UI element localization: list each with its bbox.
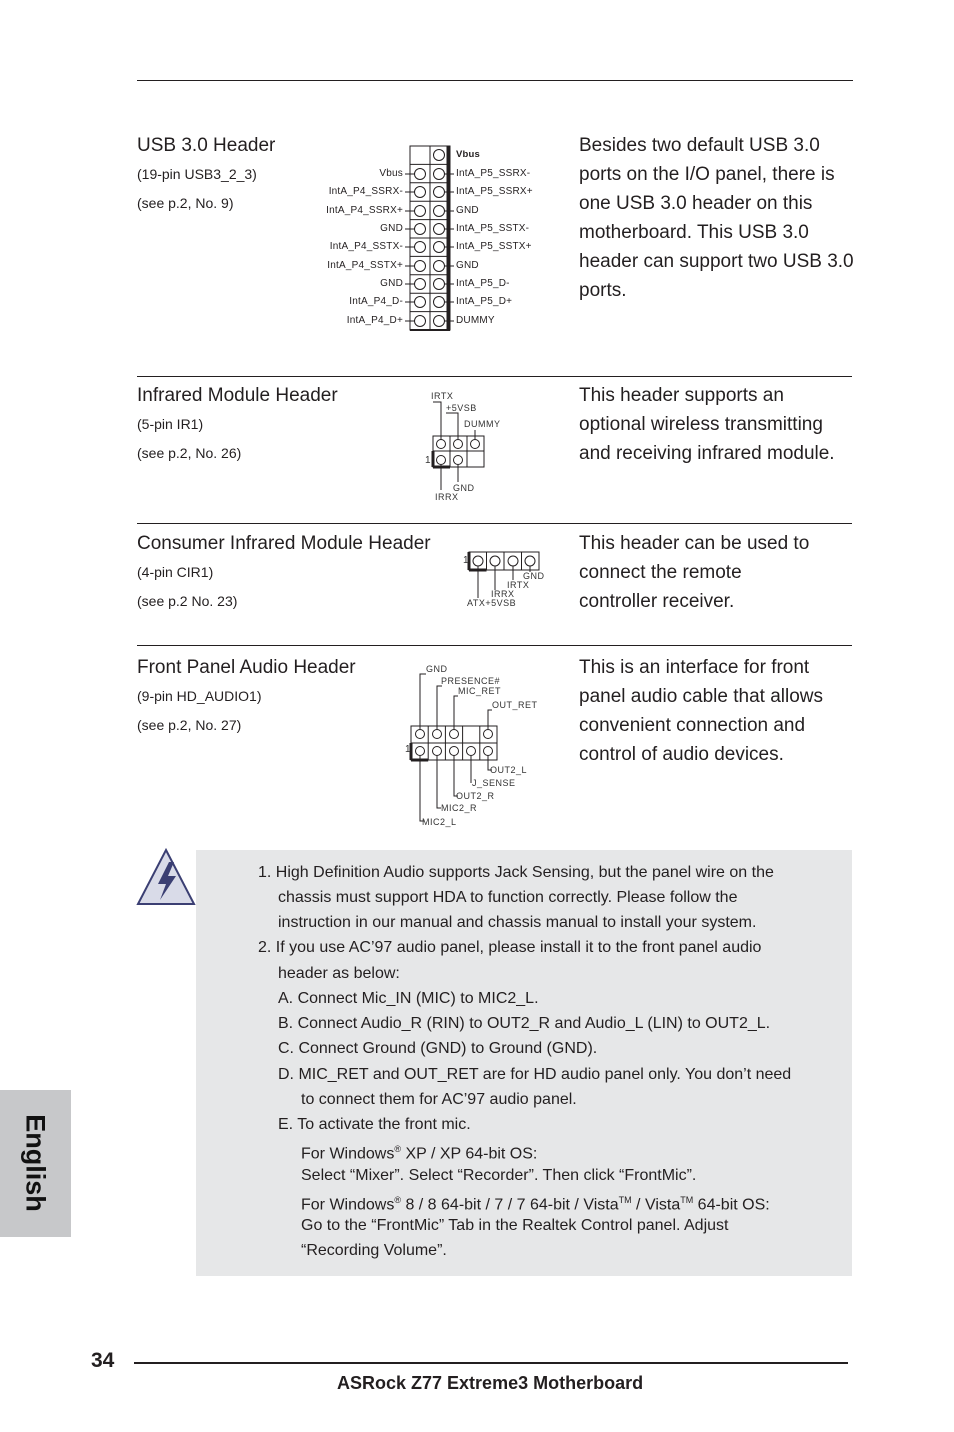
audio-label-presence: PRESENCE# <box>441 676 501 686</box>
note-line: D. MIC_RET and OUT_RET are for HD audio panel only. You don’t need <box>278 1066 792 1083</box>
usb-pin-right-label: Vbus <box>456 149 481 160</box>
usb-pin-right-label: IntA_P5_D+ <box>456 296 513 307</box>
cir-header-description: This header can be used to connect the remote controller receiver. <box>579 533 810 612</box>
ir-header-title: Infrared Module Header <box>137 385 338 406</box>
note-line: 1. High Definition Audio supports Jack Sensing, but the panel wire on the <box>258 864 774 881</box>
section-divider <box>137 376 852 377</box>
cir-label-atx5vsb: ATX+5VSB <box>467 598 517 608</box>
usb-header-pins: (19-pin USB3_2_3) <box>137 166 257 182</box>
audio-header-pins: (9-pin HD_AUDIO1) <box>137 688 262 704</box>
cir-header-pins: (4-pin CIR1) <box>137 564 214 580</box>
audio-header-ref: (see p.2, No. 27) <box>137 717 242 733</box>
usb-pin-right-label: GND <box>456 205 479 216</box>
usb-header-description: Besides two default USB 3.0 ports on the I/O panel, there is one USB 3.0 header on this motherboard. This USB 3.0 header can support two USB 3.0 ports. <box>579 135 854 301</box>
ir-label-gnd: GND <box>453 483 475 493</box>
cir-label-irtx: IRTX <box>507 580 530 590</box>
ir-label-5vsb: +5VSB <box>446 403 477 413</box>
usb-pin-left-label: IntA_P4_D+ <box>346 315 403 326</box>
warning-lightning-icon <box>136 848 196 906</box>
ir-label-dummy: DUMMY <box>464 419 501 429</box>
usb-pin-right-label: DUMMY <box>456 315 495 326</box>
usb-pin-right-label: IntA_P5_SSRX+ <box>456 186 533 197</box>
note-line: Select “Mixer”. Select “Recorder”. Then click “FrontMic”. <box>301 1167 697 1184</box>
usb-pin-right-label: IntA_P5_SSRX- <box>456 168 531 179</box>
note-line: E. To activate the front mic. <box>278 1116 471 1133</box>
ir-label-pin1: 1 <box>425 455 432 466</box>
note-line: B. Connect Audio_R (RIN) to OUT2_R and Audio_L (LIN) to OUT2_L. <box>278 1015 771 1032</box>
note-line-windows-xp: For Windows® XP / XP 64-bit OS: <box>301 1144 538 1163</box>
usb-pin-left-label: IntA_P4_SSRX+ <box>326 205 403 216</box>
note-line: instruction in our manual and chassis manual to install your system. <box>278 914 757 931</box>
usb-pin-left-label: Vbus <box>379 168 403 179</box>
usb-pin-right-label: IntA_P5_D- <box>456 278 510 289</box>
usb-pin-right-label: GND <box>456 260 479 271</box>
ir-label-irtx: IRTX <box>431 391 454 401</box>
top-rule <box>137 80 853 81</box>
usb-pin-left-label: GND <box>380 223 403 234</box>
usb-pin-left-label: IntA_P4_SSRX- <box>328 186 403 197</box>
usb-header-ref: (see p.2, No. 9) <box>137 195 234 211</box>
language-side-tab-label: English <box>20 1114 51 1212</box>
note-line: chassis must support HDA to function correctly. Please follow the <box>278 889 738 906</box>
footer-rule <box>134 1362 848 1364</box>
usb-pin-left-label: IntA_P4_SSTX+ <box>327 260 403 271</box>
section-divider <box>137 645 852 646</box>
ir-header-pins: (5-pin IR1) <box>137 416 204 432</box>
note-line: C. Connect Ground (GND) to Ground (GND). <box>278 1040 598 1057</box>
audio-label-gnd: GND <box>426 664 448 674</box>
audio-label-mic2-l: MIC2_L <box>422 817 457 827</box>
cir-header-title: Consumer Infrared Module Header <box>137 533 431 554</box>
usb-header-title: USB 3.0 Header <box>137 135 276 156</box>
ir-label-irrx: IRRX <box>435 492 459 502</box>
audio-label-mic2-r: MIC2_R <box>441 803 478 813</box>
cir-label-pin1: 1 <box>463 555 470 566</box>
audio-label-out2-r: OUT2_R <box>456 791 495 801</box>
usb-pin-left-label: GND <box>380 278 403 289</box>
usb-pin-right-label: IntA_P5_SSTX+ <box>456 241 532 252</box>
audio-label-out2-l: OUT2_L <box>490 765 528 775</box>
note-line-windows-8: For Windows® 8 / 8 64-bit / 7 / 7 64-bit / Vista™ / Vista™ 64-bit OS: <box>301 1195 770 1214</box>
language-side-tab <box>0 1090 71 1237</box>
audio-label-mic-ret: MIC_RET <box>458 686 502 696</box>
audio-label-pin1: 1 <box>405 744 412 755</box>
ir-header-ref: (see p.2, No. 26) <box>137 445 242 461</box>
cir-header-ref: (see p.2 No. 23) <box>137 593 238 609</box>
audio-header-title: Front Panel Audio Header <box>137 657 356 678</box>
usb-pin-right-label: IntA_P5_SSTX- <box>456 223 530 234</box>
audio-label-j-sense: J_SENSE <box>472 778 516 788</box>
audio-header-description: This is an interface for front panel audio cable that allows convenient connection and control of audio devices. <box>579 657 824 765</box>
cir-label-irrx: IRRX <box>491 589 515 599</box>
note-line: header as below: <box>278 965 400 982</box>
audio-label-out-ret: OUT_RET <box>492 700 538 710</box>
usb-pin-left-label: IntA_P4_D- <box>349 296 403 307</box>
note-line: “Recording Volume”. <box>301 1242 447 1259</box>
page-number: 34 <box>91 1349 115 1372</box>
footer-title: ASRock Z77 Extreme3 Motherboard <box>337 1373 644 1393</box>
ir-header-description: This header supports an optional wireless transmitting and receiving infrared module. <box>579 385 835 464</box>
cir-label-gnd: GND <box>523 571 545 581</box>
section-divider <box>137 523 852 524</box>
note-line: A. Connect Mic_IN (MIC) to MIC2_L. <box>278 990 539 1007</box>
note-line: Go to the “FrontMic” Tab in the Realtek Control panel. Adjust <box>301 1217 729 1234</box>
usb-pin-left-label: IntA_P4_SSTX- <box>329 241 403 252</box>
note-line: 2. If you use AC’97 audio panel, please install it to the front panel audio <box>258 939 762 956</box>
note-line: to connect them for AC’97 audio panel. <box>301 1091 577 1108</box>
